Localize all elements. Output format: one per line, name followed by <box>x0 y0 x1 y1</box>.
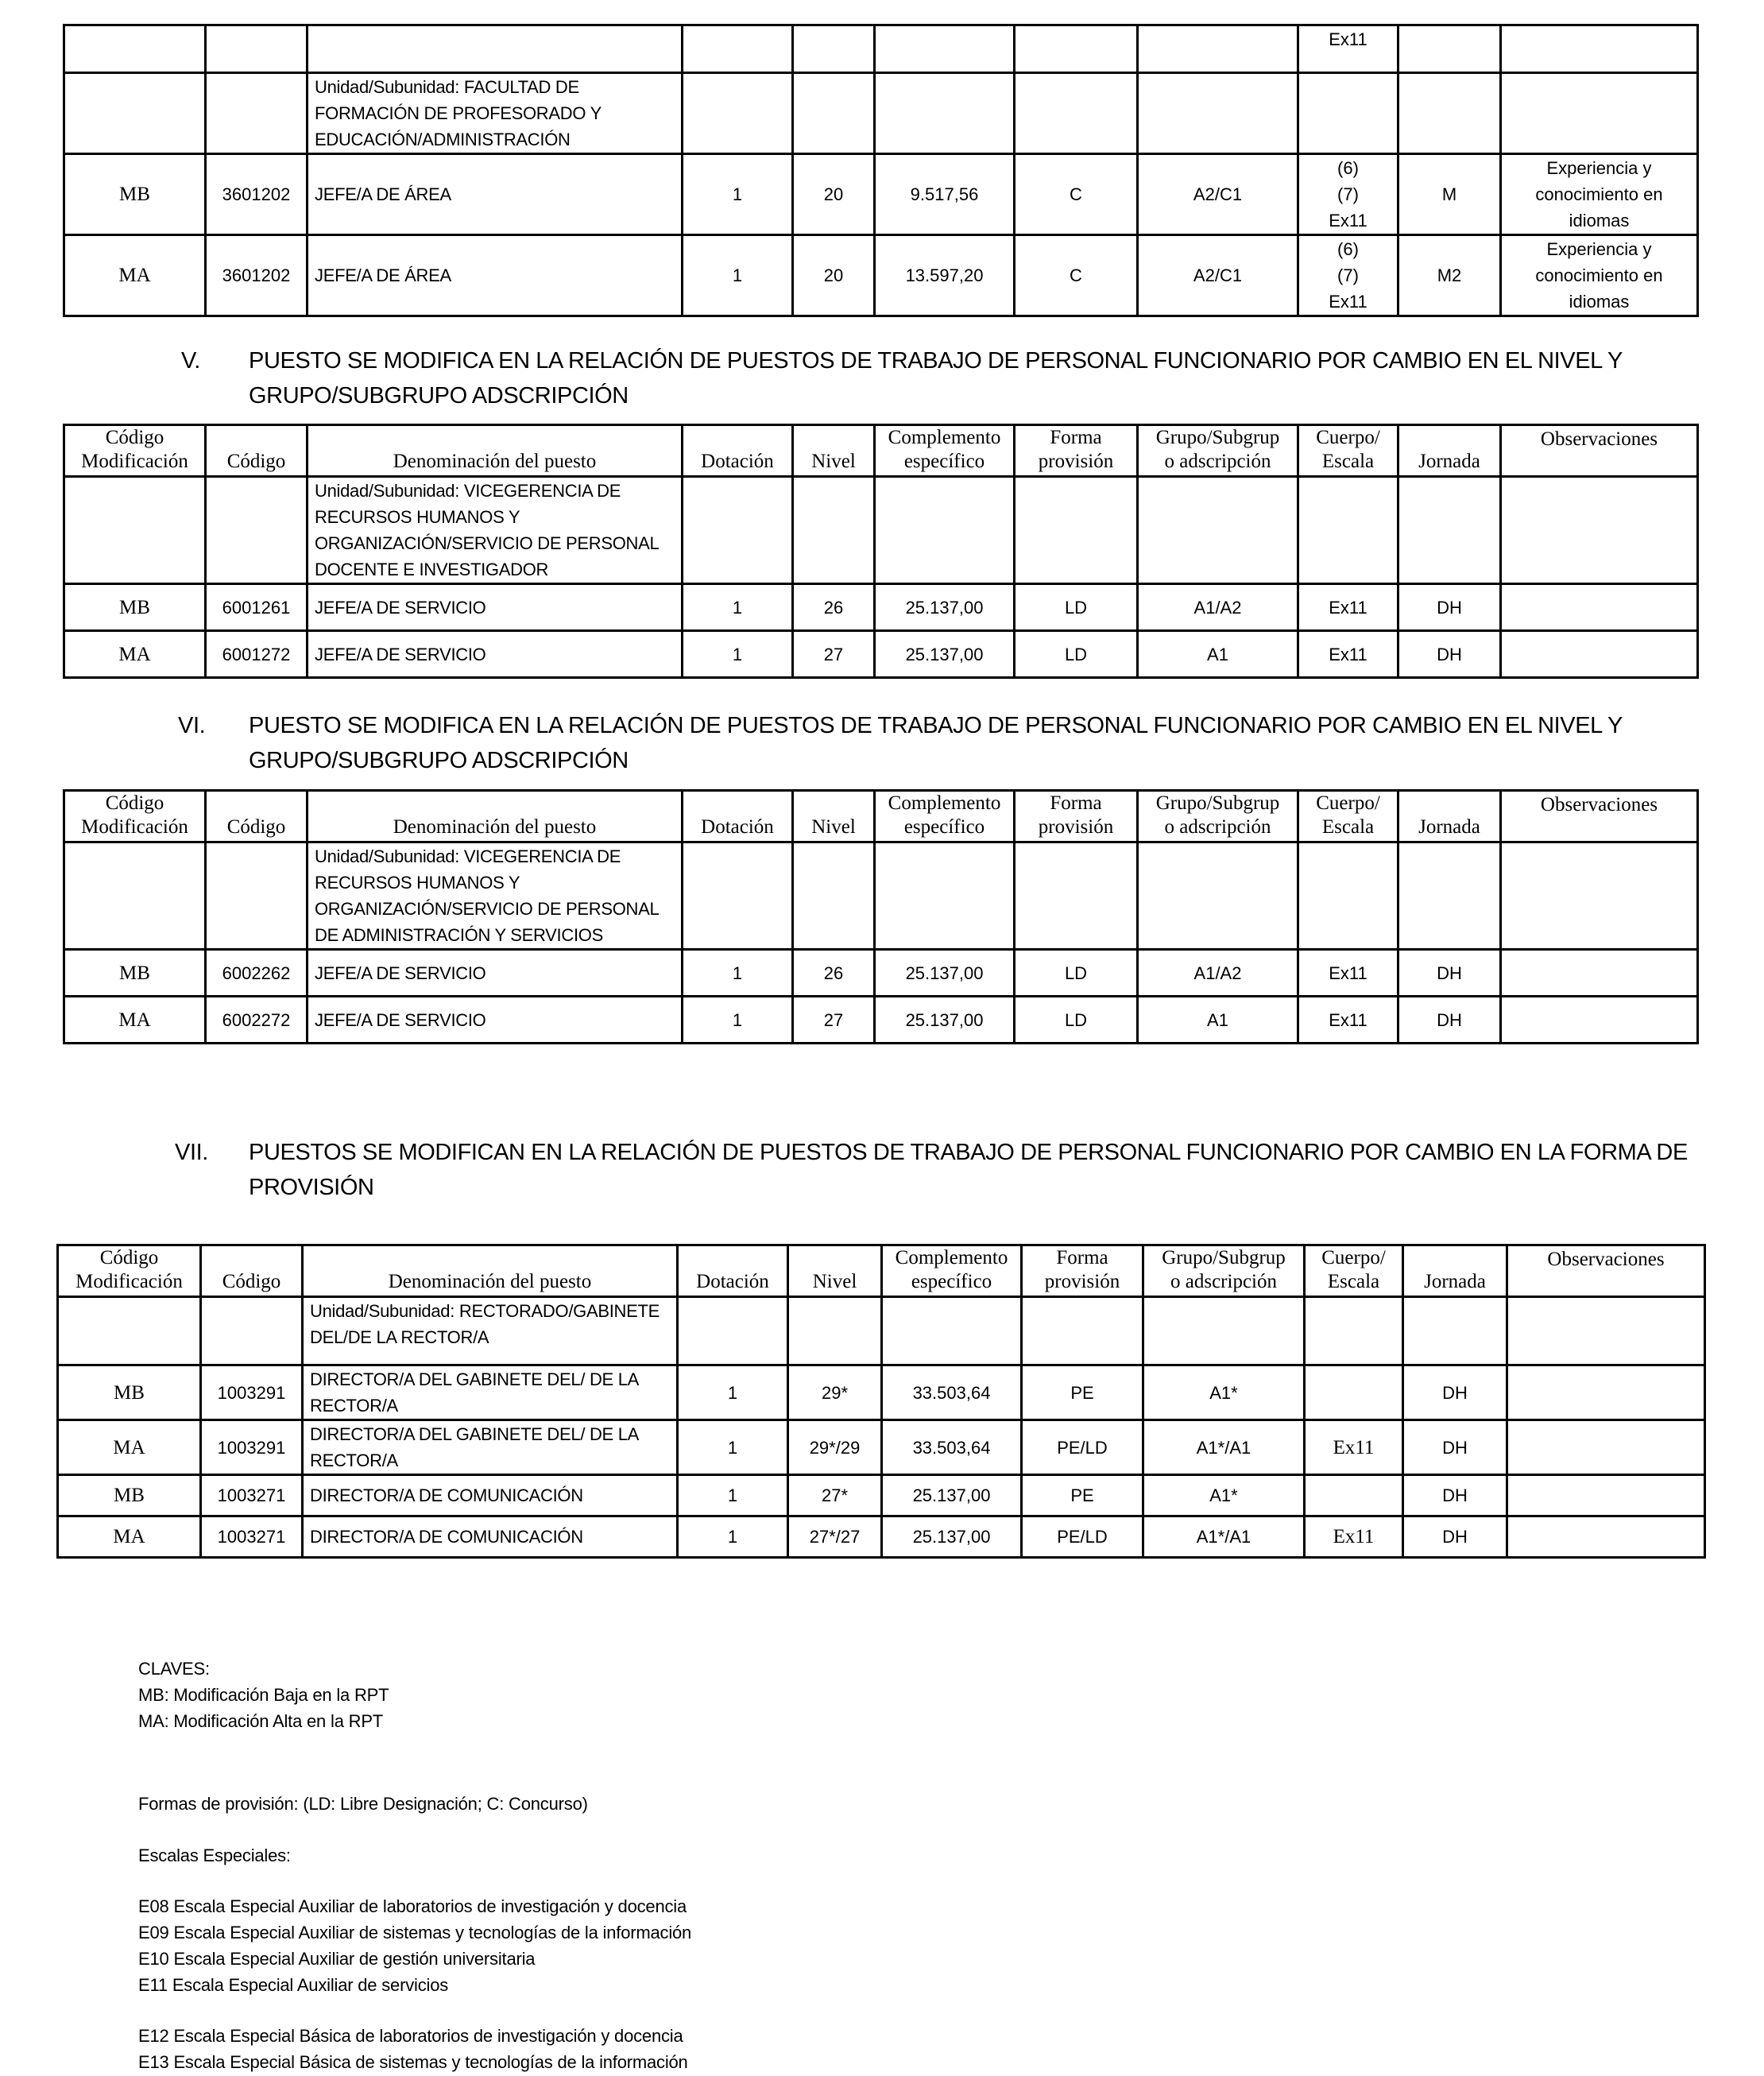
cell-mod: MB <box>58 1365 201 1420</box>
section-title: PUESTO SE MODIFICA EN LA RELACIÓN DE PUESTOS DE TRABAJO DE PERSONAL FUNCIONARIO POR CAMBIO EN EL NIVEL Y GRUPO/SUBGRUPO ADSCRIPCIÓN <box>249 348 1623 409</box>
cell-forma: C <box>1015 154 1138 235</box>
cell-nivel: 20 <box>793 154 875 235</box>
cell-grupo: A1/A2 <box>1138 950 1298 997</box>
cell-observaciones: Experiencia y conocimiento en idiomas <box>1501 235 1698 316</box>
table-continuation <box>63 24 1699 317</box>
cell-dotacion: 1 <box>678 1475 788 1516</box>
cell-observaciones <box>1507 1516 1705 1558</box>
header-codigo-mod: Código Modificación <box>58 1245 201 1297</box>
header-nivel: Nivel <box>788 1245 882 1297</box>
cell-jornada: DH <box>1398 997 1501 1044</box>
cell-codigo: 1003271 <box>201 1516 303 1558</box>
cell-grupo: A1*/A1 <box>1143 1420 1305 1475</box>
cell-cuerpo: Ex11 <box>1298 997 1398 1044</box>
cell-forma: LD <box>1015 584 1138 631</box>
header-dotacion: Dotación <box>683 425 793 477</box>
cell-denominacion: DIRECTOR/A DEL GABINETE DEL/ DE LA RECTOR/A <box>303 1420 678 1475</box>
cell-cuerpo <box>1305 1475 1403 1516</box>
cell-denominacion: JEFE/A DE SERVICIO <box>308 631 683 678</box>
cell-forma: C <box>1015 235 1138 316</box>
cell-forma: PE/LD <box>1022 1516 1143 1558</box>
table-section-vi <box>63 789 1699 1044</box>
cell-jornada: DH <box>1403 1475 1507 1516</box>
table-row <box>64 154 1698 235</box>
cell-grupo: A2/C1 <box>1138 235 1298 316</box>
table-row <box>64 25 1698 73</box>
header-forma: Forma provisión <box>1015 425 1138 477</box>
cell-grupo: A1*/A1 <box>1143 1516 1305 1558</box>
cell-codigo: 6001272 <box>206 631 308 678</box>
cell-complemento: 25.137,00 <box>875 997 1015 1044</box>
escalas-list-auxiliar <box>138 1893 691 1998</box>
header-codigo-mod: Código Modificación <box>64 791 206 842</box>
cell-denominacion: JEFE/A DE SERVICIO <box>308 997 683 1044</box>
cell-complemento: 33.503,64 <box>882 1365 1022 1420</box>
cell-dotacion: 1 <box>683 584 793 631</box>
escala-item: E08 Escala Especial Auxiliar de laboratorios de investigación y docencia <box>138 1896 687 1916</box>
claves-mb: MB: Modificación Baja en la RPT <box>138 1685 389 1705</box>
header-grupo: Grupo/Subgrup o adscripción <box>1138 791 1298 842</box>
cell-forma <box>1015 25 1138 73</box>
header-dotacion: Dotación <box>683 791 793 842</box>
cell-cuerpo: Ex11 <box>1298 25 1398 73</box>
escala-item: E12 Escala Especial Básica de laboratorios de investigación y docencia <box>138 2026 683 2046</box>
cell-codigo: 1003291 <box>201 1365 303 1420</box>
cell-denominacion <box>308 25 683 73</box>
table-row <box>58 1297 1705 1365</box>
table-header-row <box>58 1245 1705 1297</box>
cell-jornada: DH <box>1403 1365 1507 1420</box>
cell-nivel: 27 <box>793 997 875 1044</box>
cell-grupo: A1/A2 <box>1138 584 1298 631</box>
header-nivel: Nivel <box>793 425 875 477</box>
cell-nivel: 27* <box>788 1475 882 1516</box>
table-row <box>58 1516 1705 1558</box>
header-codigo: Código <box>206 791 308 842</box>
cell-complemento: 25.137,00 <box>875 950 1015 997</box>
header-cuerpo: Cuerpo/ Escala <box>1298 425 1398 477</box>
cell-nivel: 20 <box>793 235 875 316</box>
cell-mod: MB <box>64 950 206 997</box>
table-row <box>64 477 1698 584</box>
cell-nivel: 26 <box>793 584 875 631</box>
cell-forma: PE/LD <box>1022 1420 1143 1475</box>
cell-observaciones <box>1501 584 1698 631</box>
cell-cuerpo: (6) (7) Ex11 <box>1298 154 1398 235</box>
cell-denominacion: DIRECTOR/A DEL GABINETE DEL/ DE LA RECTOR/A <box>303 1365 678 1420</box>
cell-complemento <box>875 25 1015 73</box>
header-codigo: Código <box>206 425 308 477</box>
cell-jornada: M2 <box>1398 235 1501 316</box>
cell-mod <box>64 73 206 154</box>
cell-observaciones <box>1501 25 1698 73</box>
cell-mod <box>64 25 206 73</box>
table-row <box>58 1365 1705 1420</box>
cell-cuerpo: Ex11 <box>1298 631 1398 678</box>
cell-mod: MA <box>58 1516 201 1558</box>
escala-item: E11 Escala Especial Auxiliar de servicios <box>138 1975 449 1995</box>
header-denominacion: Denominación del puesto <box>308 791 683 842</box>
cell-mod: MB <box>58 1475 201 1516</box>
cell-observaciones: Experiencia y conocimiento en idiomas <box>1501 154 1698 235</box>
table-row <box>64 235 1698 316</box>
header-observaciones: Observaciones <box>1501 791 1698 842</box>
cell-dotacion: 1 <box>683 631 793 678</box>
cell-unidad: Unidad/Subunidad: VICEGERENCIA DE RECURSOS HUMANOS Y ORGANIZACIÓN/SERVICIO DE PERSONAL DE ADMINISTRACIÓN Y SERVICIOS <box>308 842 683 950</box>
section-title: PUESTO SE MODIFICA EN LA RELACIÓN DE PUESTOS DE TRABAJO DE PERSONAL FUNCIONARIO POR CAMBIO EN EL NIVEL Y GRUPO/SUBGRUPO ADSCRIPCIÓN <box>249 713 1623 773</box>
table-section-vii <box>56 1244 1706 1559</box>
cell-codigo: 6001261 <box>206 584 308 631</box>
cell-codigo: 6002272 <box>206 997 308 1044</box>
cell-observaciones <box>1507 1420 1705 1475</box>
header-complemento: Complemento específico <box>875 791 1015 842</box>
cell-complemento: 33.503,64 <box>882 1420 1022 1475</box>
table-row <box>58 1475 1705 1516</box>
cell-nivel: 27 <box>793 631 875 678</box>
cell-nivel <box>793 25 875 73</box>
claves-ma: MA: Modificación Alta en la RPT <box>138 1711 384 1731</box>
notes-keys <box>138 1656 389 1734</box>
formas-provision: Formas de provisión: (LD: Libre Designación; C: Concurso) <box>138 1794 588 1814</box>
cell-jornada <box>1398 25 1501 73</box>
cell-dotacion: 1 <box>678 1365 788 1420</box>
escalas-list-basica <box>138 2023 688 2075</box>
cell-cuerpo: (6) (7) Ex11 <box>1298 235 1398 316</box>
header-forma: Forma provisión <box>1015 791 1138 842</box>
header-complemento: Complemento específico <box>882 1245 1022 1297</box>
cell-denominacion: DIRECTOR/A DE COMUNICACIÓN <box>303 1516 678 1558</box>
cell-dotacion: 1 <box>683 950 793 997</box>
table-row <box>64 950 1698 997</box>
table-row <box>58 1420 1705 1475</box>
section-number: V. <box>181 348 200 374</box>
cell-mod: MA <box>58 1420 201 1475</box>
escala-item: E13 Escala Especial Básica de sistemas y tecnologías de la información <box>138 2052 688 2072</box>
cell-grupo: A2/C1 <box>1138 154 1298 235</box>
cell-codigo: 6002262 <box>206 950 308 997</box>
section-number: VII. <box>175 1140 208 1165</box>
cell-jornada: DH <box>1403 1420 1507 1475</box>
cell-observaciones <box>1507 1365 1705 1420</box>
cell-grupo <box>1138 25 1298 73</box>
header-denominacion: Denominación del puesto <box>303 1245 678 1297</box>
header-dotacion: Dotación <box>678 1245 788 1297</box>
cell-denominacion: JEFE/A DE SERVICIO <box>308 950 683 997</box>
cell-grupo: A1 <box>1138 997 1298 1044</box>
cell-observaciones <box>1501 950 1698 997</box>
cell-unidad: Unidad/Subunidad: FACULTAD DE FORMACIÓN DE PROFESORADO Y EDUCACIÓN/ADMINISTRACIÓN <box>308 73 683 154</box>
cell-codigo: 3601202 <box>206 154 308 235</box>
cell-jornada: DH <box>1398 584 1501 631</box>
escalas-title: Escalas Especiales: <box>138 1846 291 1865</box>
header-complemento: Complemento específico <box>875 425 1015 477</box>
header-jornada: Jornada <box>1398 425 1501 477</box>
cell-codigo <box>206 25 308 73</box>
cell-jornada: DH <box>1398 950 1501 997</box>
cell-codigo: 1003291 <box>201 1420 303 1475</box>
table-row <box>64 997 1698 1044</box>
cell-cuerpo: Ex11 <box>1305 1420 1403 1475</box>
section-title: PUESTOS SE MODIFICAN EN LA RELACIÓN DE PUESTOS DE TRABAJO DE PERSONAL FUNCIONARIO POR CAMBIO EN LA FORMA DE PROVISIÓN <box>249 1140 1688 1200</box>
table-row <box>64 73 1698 154</box>
cell-nivel: 29*/29 <box>788 1420 882 1475</box>
header-codigo-mod: Código Modificación <box>64 425 206 477</box>
table-header-row <box>64 791 1698 842</box>
cell-denominacion: JEFE/A DE SERVICIO <box>308 584 683 631</box>
claves-title: CLAVES: <box>138 1659 210 1679</box>
cell-mod: MA <box>64 997 206 1044</box>
cell-nivel: 29* <box>788 1365 882 1420</box>
cell-complemento: 13.597,20 <box>875 235 1015 316</box>
cell-denominacion: JEFE/A DE ÁREA <box>308 235 683 316</box>
table-row <box>64 584 1698 631</box>
cell-nivel: 26 <box>793 950 875 997</box>
header-codigo: Código <box>201 1245 303 1297</box>
cell-observaciones <box>1507 1475 1705 1516</box>
cell-grupo: A1* <box>1143 1365 1305 1420</box>
cell-complemento: 25.137,00 <box>882 1475 1022 1516</box>
cell-observaciones <box>1501 997 1698 1044</box>
header-observaciones: Observaciones <box>1501 425 1698 477</box>
cell-complemento: 25.137,00 <box>875 631 1015 678</box>
cell-forma: LD <box>1015 950 1138 997</box>
cell-forma: LD <box>1015 631 1138 678</box>
cell-forma: LD <box>1015 997 1138 1044</box>
cell-grupo: A1 <box>1138 631 1298 678</box>
cell-cuerpo <box>1305 1365 1403 1420</box>
header-grupo: Grupo/Subgrup o adscripción <box>1143 1245 1305 1297</box>
header-cuerpo: Cuerpo/ Escala <box>1305 1245 1403 1297</box>
cell-dotacion: 1 <box>683 235 793 316</box>
escala-item: E10 Escala Especial Auxiliar de gestión universitaria <box>138 1949 536 1969</box>
cell-unidad: Unidad/Subunidad: RECTORADO/GABINETE DEL/DE LA RECTOR/A <box>303 1297 678 1365</box>
cell-forma: PE <box>1022 1475 1143 1516</box>
cell-grupo: A1* <box>1143 1475 1305 1516</box>
cell-dotacion: 1 <box>683 154 793 235</box>
cell-mod: MA <box>64 631 206 678</box>
cell-forma: PE <box>1022 1365 1143 1420</box>
notes-formas-provision <box>138 1791 588 1817</box>
cell-codigo <box>206 73 308 154</box>
cell-mod: MA <box>64 235 206 316</box>
cell-complemento: 25.137,00 <box>875 584 1015 631</box>
cell-cuerpo: Ex11 <box>1305 1516 1403 1558</box>
table-row <box>64 842 1698 950</box>
cell-jornada: M <box>1398 154 1501 235</box>
cell-nivel: 27*/27 <box>788 1516 882 1558</box>
header-observaciones: Observaciones <box>1507 1245 1705 1297</box>
cell-complemento: 25.137,00 <box>882 1516 1022 1558</box>
cell-cuerpo: Ex11 <box>1298 584 1398 631</box>
cell-unidad: Unidad/Subunidad: VICEGERENCIA DE RECURSOS HUMANOS Y ORGANIZACIÓN/SERVICIO DE PERSONAL DOCENTE E INVESTIGADOR <box>308 477 683 584</box>
header-grupo: Grupo/Subgrup o adscripción <box>1138 425 1298 477</box>
header-cuerpo: Cuerpo/ Escala <box>1298 791 1398 842</box>
cell-dotacion: 1 <box>678 1420 788 1475</box>
cell-codigo: 1003271 <box>201 1475 303 1516</box>
cell-jornada: DH <box>1398 631 1501 678</box>
table-row <box>64 631 1698 678</box>
header-denominacion: Denominación del puesto <box>308 425 683 477</box>
cell-complemento: 9.517,56 <box>875 154 1015 235</box>
cell-jornada: DH <box>1403 1516 1507 1558</box>
header-jornada: Jornada <box>1403 1245 1507 1297</box>
table-header-row <box>64 425 1698 477</box>
cell-observaciones <box>1501 631 1698 678</box>
cell-dotacion <box>683 25 793 73</box>
cell-mod: MB <box>64 154 206 235</box>
header-forma: Forma provisión <box>1022 1245 1143 1297</box>
escala-item: E09 Escala Especial Auxiliar de sistemas y tecnologías de la información <box>138 1923 692 1942</box>
cell-dotacion: 1 <box>678 1516 788 1558</box>
section-number: VI. <box>178 713 206 738</box>
cell-mod: MB <box>64 584 206 631</box>
cell-denominacion: DIRECTOR/A DE COMUNICACIÓN <box>303 1475 678 1516</box>
cell-denominacion: JEFE/A DE ÁREA <box>308 154 683 235</box>
cell-codigo: 3601202 <box>206 235 308 316</box>
notes-escalas <box>138 1842 291 1869</box>
cell-cuerpo: Ex11 <box>1298 950 1398 997</box>
header-jornada: Jornada <box>1398 791 1501 842</box>
cell-dotacion: 1 <box>683 997 793 1044</box>
table-section-v <box>63 424 1699 679</box>
header-nivel: Nivel <box>793 791 875 842</box>
